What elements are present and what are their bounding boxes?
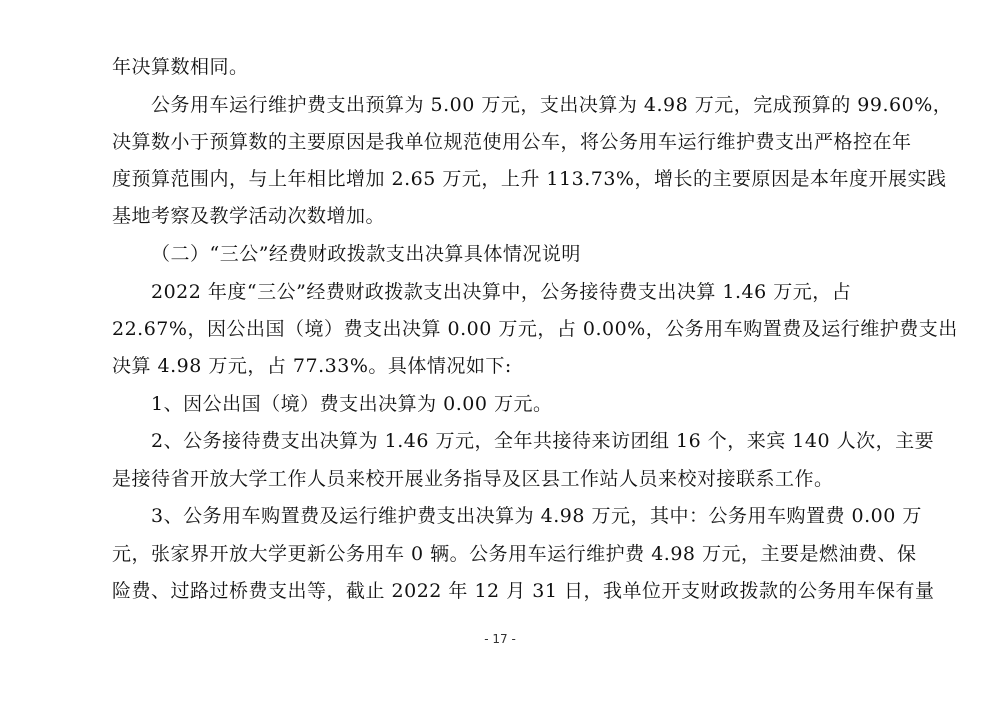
list-item: 2、公务接待费支出决算为 1.46 万元，全年共接待来访团组 16 个，来宾 140 人次，主要	[151, 430, 935, 452]
list-item: 3、公务用车购置费及运行维护费支出决算为 4.98 万元，其中：公务用车购置费 0.00 万	[151, 505, 922, 527]
paragraph-line: 公务用车运行维护费支出预算为 5.00 万元，支出决算为 4.98 万元，完成预算的 99.60%，	[151, 94, 953, 116]
paragraph-line: 是接待省开放大学工作人员来校开展业务指导及区县工作站人员来校对接联系工作。	[112, 468, 834, 490]
section-heading: （二）“三公”经费财政拨款支出决算具体情况说明	[151, 243, 581, 265]
paragraph-line: 22.67%，因公出国（境）费支出决算 0.00 万元，占 0.00%，公务用车购置费及运行维护费支出	[112, 318, 958, 340]
paragraph-line: 险费、过路过桥费支出等，截止 2022 年 12 月 31 日，我单位开支财政拨款的公务用车保有量	[112, 580, 935, 602]
paragraph-line: 决算 4.98 万元，占 77.33%。具体情况如下:	[112, 355, 512, 377]
paragraph-line: 基地考察及教学活动次数增加。	[112, 205, 386, 227]
page-number: - 17 -	[484, 632, 516, 646]
paragraph-line: 年决算数相同。	[112, 56, 249, 78]
paragraph-line: 决算数小于预算数的主要原因是我单位规范使用公车，将公务用车运行维护费支出严格控在年	[112, 131, 912, 153]
paragraph-line: 元，张家界开放大学更新公务用车 0 辆。公务用车运行维护费 4.98 万元，主要是燃油费、保	[112, 543, 917, 565]
paragraph-line: 2022 年度“三公”经费财政拨款支出决算中，公务接待费支出决算 1.46 万元，占	[151, 281, 852, 303]
list-item: 1、因公出国（境）费支出决算为 0.00 万元。	[151, 393, 553, 415]
paragraph-line: 度预算范围内，与上年相比增加 2.65 万元，上升 113.73%，增长的主要原因是本年度开展实践	[112, 168, 947, 190]
